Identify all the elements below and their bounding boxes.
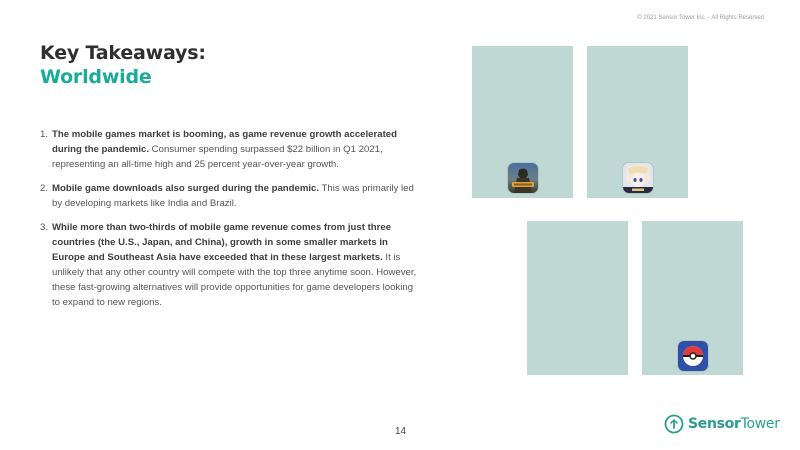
title-line-2: Worldwide xyxy=(40,66,152,88)
takeaway-highlight: The mobile games market is booming, as game revenue growth accelerated during the pandemic. xyxy=(52,129,397,155)
takeaway-number: 3. xyxy=(40,222,49,233)
takeaway-item xyxy=(40,127,420,172)
sensor-tower-logo xyxy=(664,414,780,434)
genshin-impact-icon xyxy=(623,163,653,193)
takeaway-detail: This was primarily led by developing markets like India and Brazil. xyxy=(52,183,414,209)
page-title xyxy=(40,41,206,89)
takeaway-number: 2. xyxy=(40,183,49,194)
sensor-tower-mark-icon xyxy=(664,414,684,434)
takeaways-list xyxy=(40,127,420,319)
takeaway-detail: Consumer spending surpassed $22 billion in Q1 2021, representing an all-time high and 25 percent year-over-year growth. xyxy=(52,144,383,170)
card-bottom-left xyxy=(527,221,628,375)
copyright-notice: © 2021 Sensor Tower Inc. - All Rights Reserved xyxy=(637,15,764,21)
pubg-mobile-icon xyxy=(508,163,538,193)
takeaway-item xyxy=(40,181,420,211)
brand-name-regular: Tower xyxy=(740,416,780,432)
brand-name-bold: Sensor xyxy=(688,416,741,432)
pokemon-go-icon xyxy=(678,341,708,371)
title-line-1: Key Takeaways: xyxy=(40,42,206,64)
takeaway-number: 1. xyxy=(40,129,49,140)
takeaway-highlight: While more than two-thirds of mobile game revenue comes from just three countries (the U.S., Japan, and China), growth in some smaller markets in Europe and Southeast Asia have exceeded that in these largest markets. xyxy=(52,222,392,263)
takeaway-highlight: Mobile game downloads also surged during the pandemic. xyxy=(52,183,320,194)
takeaway-item xyxy=(40,220,420,310)
page-number: 14 xyxy=(395,426,407,437)
takeaway-detail: It is unlikely that any other country will compete with the top three anytime soon. However, these fast-growing alternatives will provide opportunities for game developers looking to expand to new regions. xyxy=(52,252,417,308)
